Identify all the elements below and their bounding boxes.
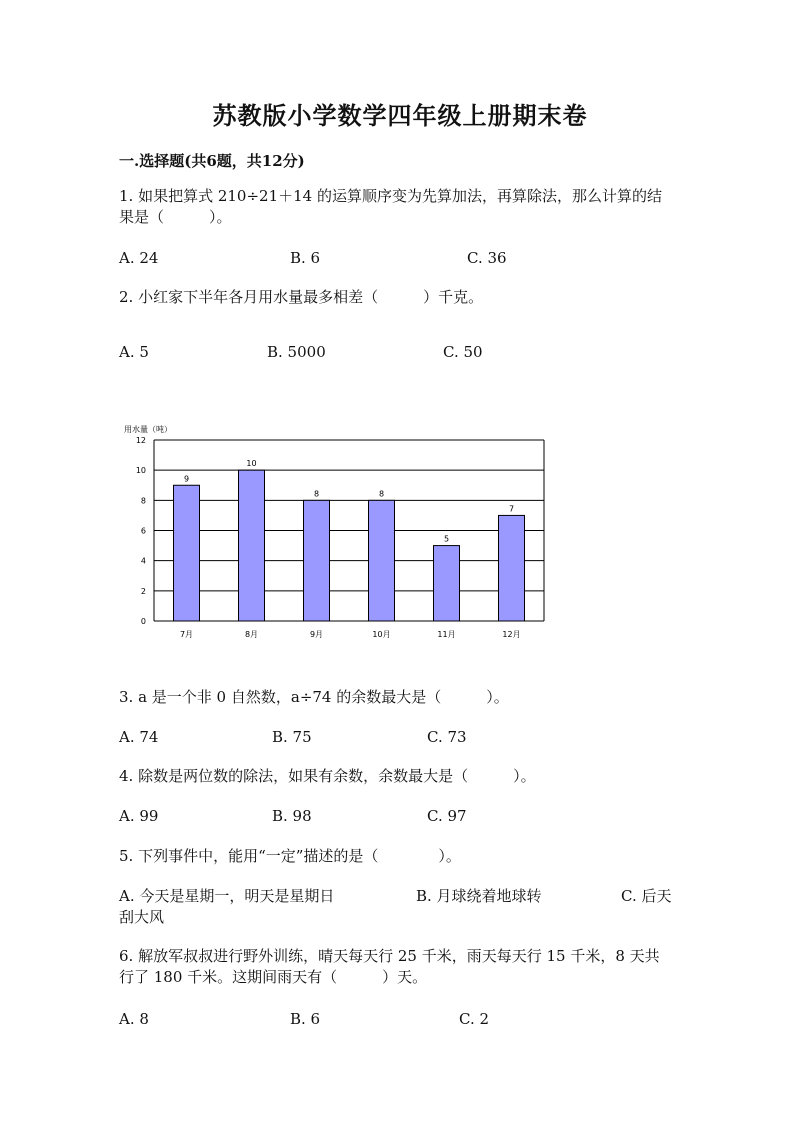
chart-y-label: 用水量（吨） bbox=[124, 425, 172, 434]
q1-option-a[interactable]: A. 24 bbox=[119, 249, 159, 267]
y-tick-label: 2 bbox=[140, 586, 146, 596]
q6-option-b[interactable]: B. 6 bbox=[290, 1010, 321, 1028]
q2-option-a[interactable]: A. 5 bbox=[119, 343, 149, 361]
y-tick-label: 6 bbox=[140, 526, 146, 536]
bar-data-label: 10 bbox=[246, 459, 257, 469]
question-6: 6. 解放军叔叔进行野外训练，晴天每天行 25 千米，雨天每天行 15 千米，8 天共行了 180 千米。这期间雨天有（ ）天。 bbox=[119, 947, 660, 986]
bar bbox=[499, 515, 525, 621]
question-4: 4. 除数是两位数的除法，如果有余数，余数最大是（ ）。 bbox=[119, 767, 536, 785]
bar bbox=[239, 470, 265, 621]
y-tick-label: 12 bbox=[135, 436, 146, 445]
page-title: 苏教版小学数学四年级上册期末卷 bbox=[212, 101, 588, 130]
bar bbox=[174, 485, 200, 621]
bar-data-label: 9 bbox=[183, 474, 190, 484]
y-tick-label: 8 bbox=[140, 496, 146, 506]
q4-option-b[interactable]: B. 98 bbox=[272, 807, 312, 825]
q5-option-c[interactable]: C. 后天刮大风 bbox=[119, 887, 672, 926]
x-tick-label: 8月 bbox=[244, 630, 259, 639]
bar bbox=[434, 546, 460, 621]
bar-data-label: 5 bbox=[443, 534, 450, 544]
water-usage-chart bbox=[118, 418, 558, 648]
x-tick-label: 11月 bbox=[437, 630, 456, 639]
question-2: 2. 小红家下半年各月用水量最多相差（ ）千克。 bbox=[119, 288, 484, 306]
question-3: 3. a 是一个非 0 自然数，a÷74 的余数最大是（ ）。 bbox=[119, 688, 509, 706]
y-tick-label: 4 bbox=[140, 556, 146, 566]
x-tick-label: 10月 bbox=[372, 630, 391, 639]
bar bbox=[304, 500, 330, 621]
q2-option-c[interactable]: C. 50 bbox=[443, 343, 483, 361]
q6-option-c[interactable]: C. 2 bbox=[459, 1010, 490, 1028]
x-tick-label: 7月 bbox=[179, 630, 194, 639]
q4-option-c[interactable]: C. 97 bbox=[427, 807, 467, 825]
q5-option-a[interactable]: A. 今天是星期一，明天是星期日 bbox=[119, 887, 335, 905]
bar-data-label: 7 bbox=[508, 504, 515, 514]
q1-option-c[interactable]: C. 36 bbox=[467, 249, 507, 267]
q6-option-a[interactable]: A. 8 bbox=[119, 1010, 149, 1028]
q5-option-b[interactable]: B. 月球绕着地球转 bbox=[416, 887, 542, 905]
q3-option-c[interactable]: C. 73 bbox=[427, 728, 467, 746]
x-tick-label: 12月 bbox=[502, 630, 521, 639]
q3-option-a[interactable]: A. 74 bbox=[119, 728, 159, 746]
y-tick-label: 0 bbox=[140, 617, 146, 626]
section-heading: 一.选择题(共6题，共12分) bbox=[119, 152, 305, 170]
q3-option-b[interactable]: B. 75 bbox=[272, 728, 312, 746]
q1-option-b[interactable]: B. 6 bbox=[290, 249, 321, 267]
y-tick-label: 10 bbox=[135, 466, 146, 476]
question-1: 1. 如果把算式 210÷21＋14 的运算顺序变为先算加法，再算除法，那么计算的结果是（ ）。 bbox=[119, 187, 662, 226]
question-5: 5. 下列事件中，能用“一定”描述的是（ ）。 bbox=[119, 847, 461, 865]
q4-option-a[interactable]: A. 99 bbox=[119, 807, 159, 825]
bar-data-label: 8 bbox=[313, 489, 320, 499]
bar bbox=[369, 500, 395, 621]
x-tick-label: 9月 bbox=[309, 630, 324, 639]
q5-options bbox=[119, 886, 679, 928]
q2-option-b[interactable]: B. 5000 bbox=[267, 343, 326, 361]
bar-data-label: 8 bbox=[378, 489, 385, 499]
